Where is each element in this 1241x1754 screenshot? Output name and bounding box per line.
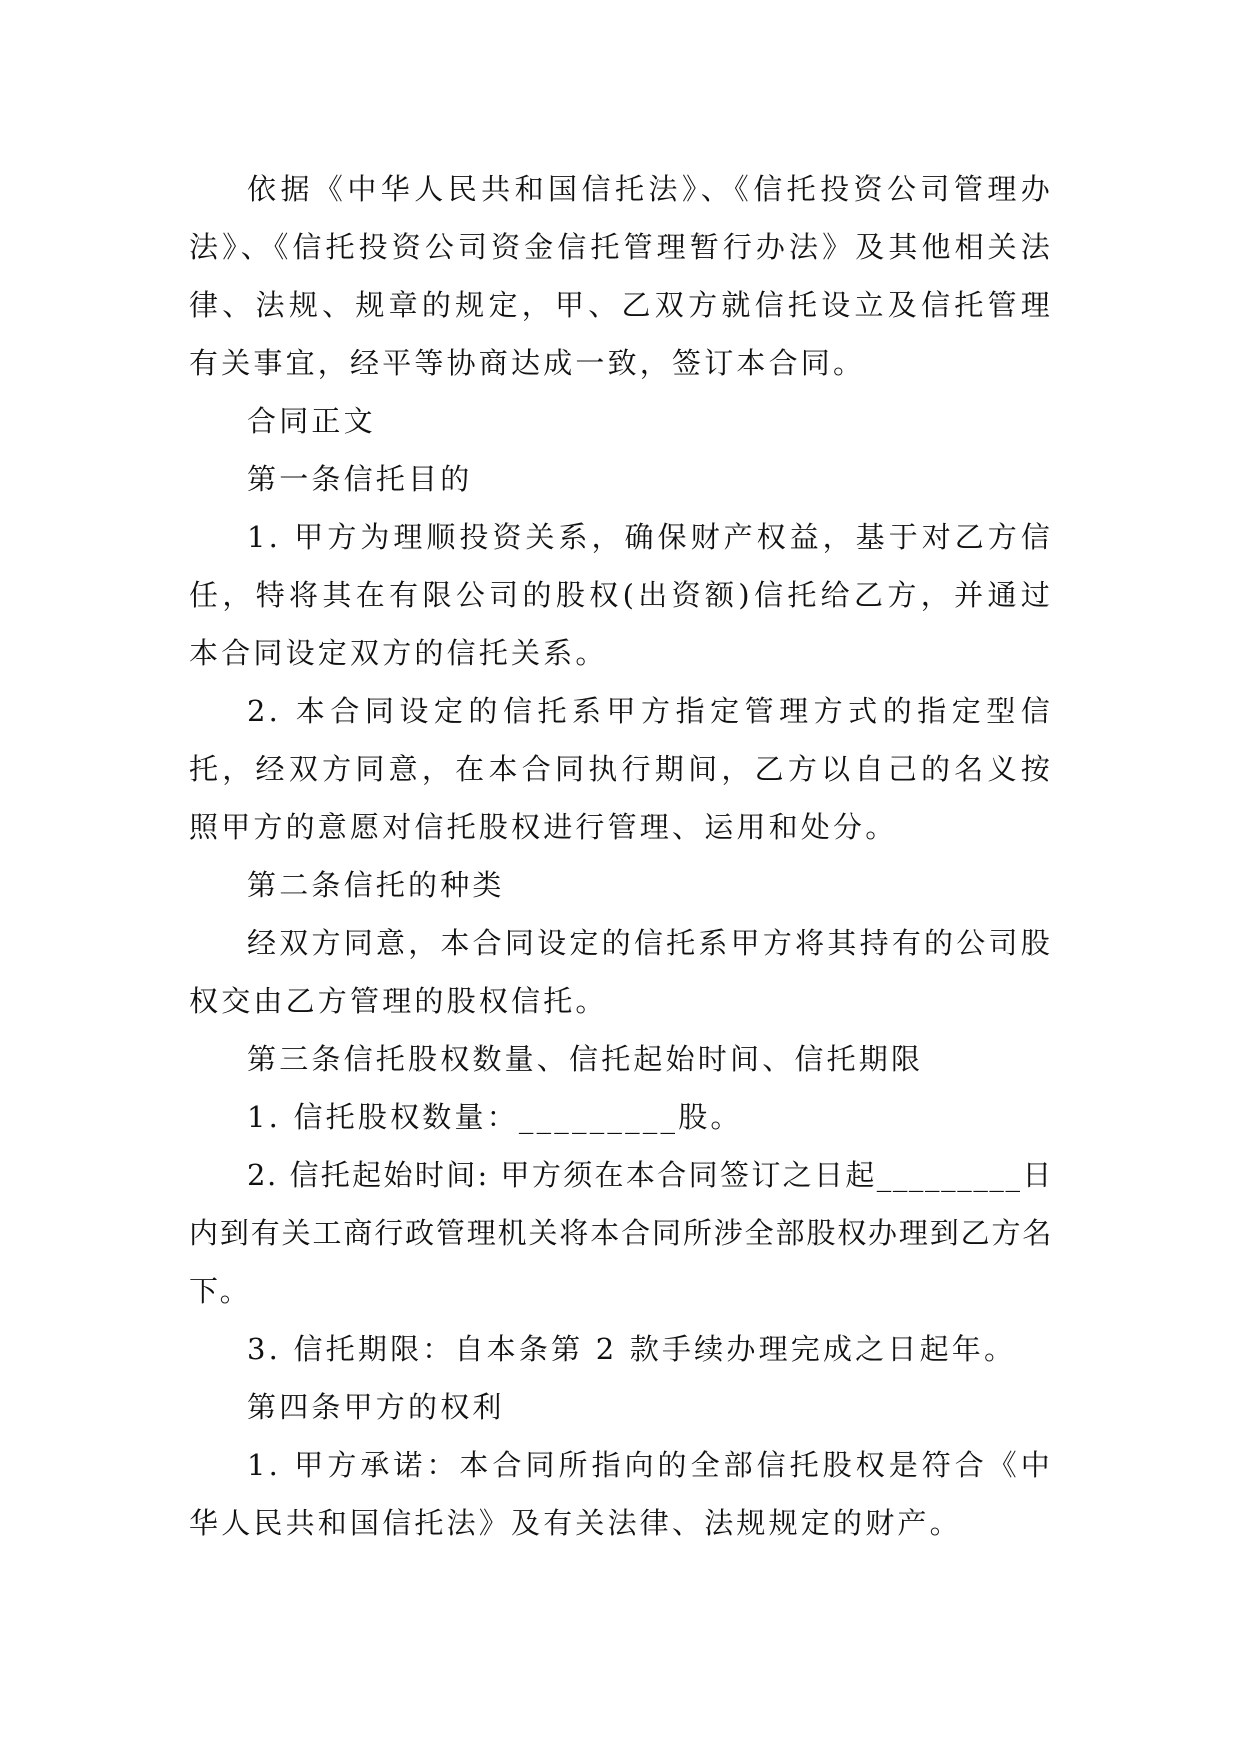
article-4-heading: 第四条甲方的权利 bbox=[247, 1390, 505, 1424]
article-3-clause-2: 2. 信托起始时间: 甲方须在本合同签订之日起_________日内到有关工商行政管理机关将本合同所涉全部股权办理到乙方名下。 bbox=[189, 1158, 1053, 1308]
article-3-clause-3: 3. 信托期限：自本条第 2 款手续办理完成之日起年。 bbox=[247, 1332, 1017, 1366]
article-3-heading: 第三条信托股权数量、信托起始时间、信托期限 bbox=[247, 1042, 924, 1076]
contract-body-heading: 合同正文 bbox=[247, 404, 376, 438]
article-2-heading: 第二条信托的种类 bbox=[247, 868, 505, 902]
article-3-clause-1: 1. 信托股权数量：_________股。 bbox=[247, 1100, 743, 1134]
document-body bbox=[189, 160, 1053, 1552]
article-1-heading: 第一条信托目的 bbox=[247, 462, 473, 496]
preamble-paragraph: 依据《中华人民共和国信托法》、《信托投资公司管理办法》、《信托投资公司资金信托管理暂行办法》及其他相关法律、法规、规章的规定，甲、乙双方就信托设立及信托管理有关事宜，经平等协商达成一致，签订本合同。 bbox=[189, 172, 1053, 380]
article-4-clause-1: 1. 甲方承诺：本合同所指向的全部信托股权是符合《中华人民共和国信托法》及有关法律、法规规定的财产。 bbox=[189, 1448, 1053, 1540]
article-2-body: 经双方同意，本合同设定的信托系甲方将其持有的公司股权交由乙方管理的股权信托。 bbox=[189, 926, 1053, 1018]
article-1-clause-1: 1. 甲方为理顺投资关系，确保财产权益，基于对乙方信任，特将其在有限公司的股权(出资额)信托给乙方，并通过本合同设定双方的信托关系。 bbox=[189, 520, 1053, 670]
article-1-clause-2: 2. 本合同设定的信托系甲方指定管理方式的指定型信托，经双方同意，在本合同执行期间，乙方以自己的名义按照甲方的意愿对信托股权进行管理、运用和处分。 bbox=[189, 694, 1053, 844]
